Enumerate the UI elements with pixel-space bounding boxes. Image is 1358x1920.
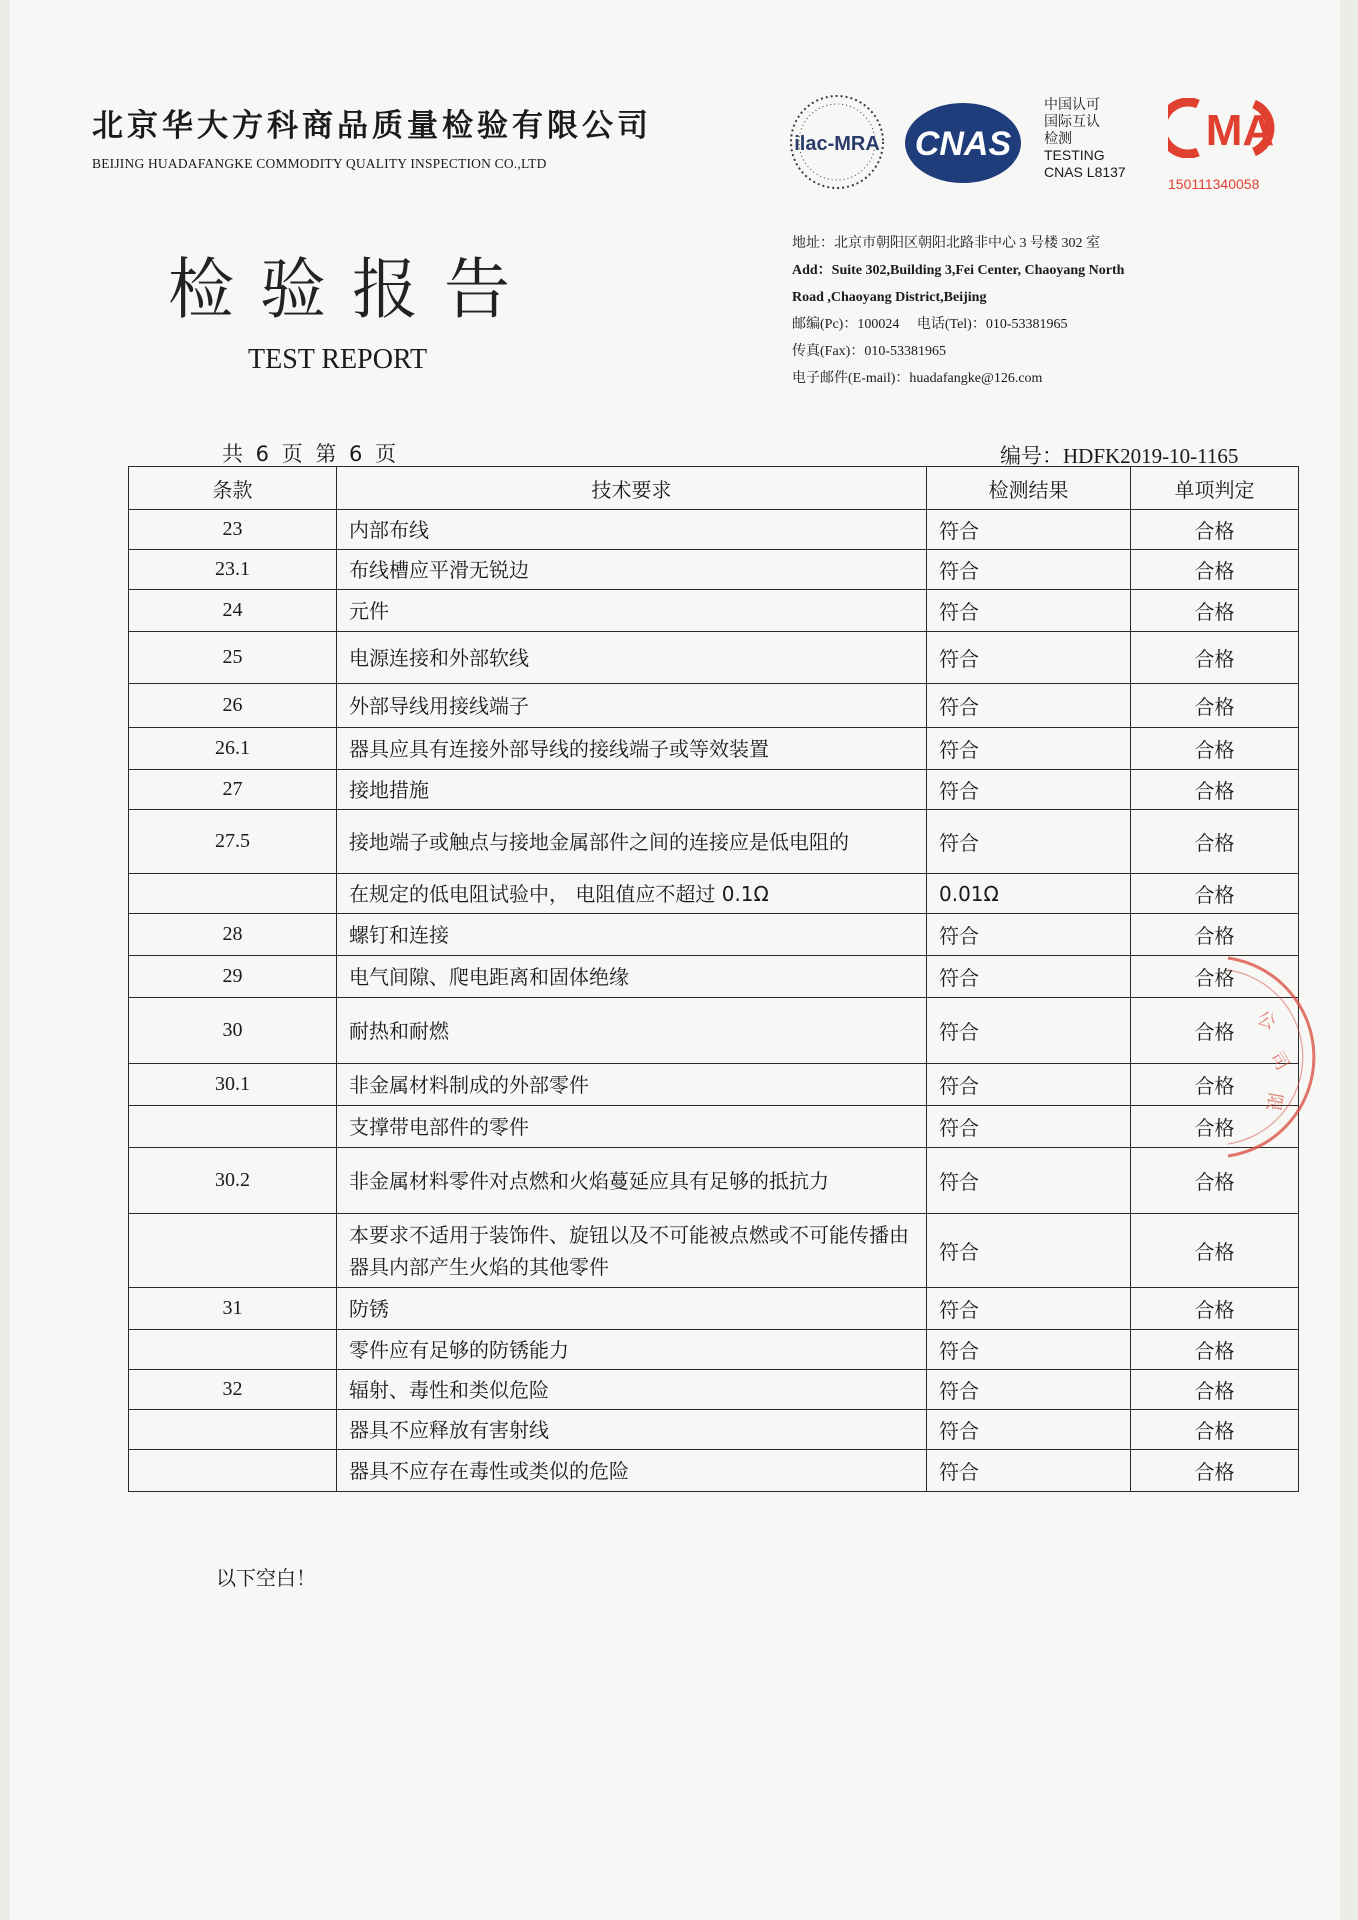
verdict-cell: 合格	[1131, 1330, 1299, 1370]
verdict-cell: 合格	[1131, 770, 1299, 810]
ilac-logo-text: ilac-MRA	[794, 133, 880, 155]
postcode: 邮编(Pc)：100024	[792, 317, 900, 332]
requirement-cell: 电源连接和外部软线	[337, 632, 927, 684]
result-cell: 符合	[927, 510, 1131, 550]
clause-cell	[129, 1410, 337, 1450]
verdict-cell: 合格	[1131, 874, 1299, 914]
table-row	[129, 956, 1299, 998]
requirement-cell: 非金属材料零件对点燃和火焰蔓延应具有足够的抵抗力	[337, 1148, 927, 1214]
verdict-cell: 合格	[1131, 1148, 1299, 1214]
clause-cell: 28	[129, 914, 337, 956]
result-cell: 符合	[927, 632, 1131, 684]
address-cn: 地址：北京市朝阳区朝阳北路非中心 3 号楼 302 室	[792, 236, 1100, 251]
page-info: 共 6 页 第 6 页	[222, 442, 397, 466]
address-en-line1: Add：Suite 302,Building 3,Fei Center, Chaoyang North	[792, 263, 1125, 278]
requirement-cell: 器具不应存在毒性或类似的危险	[337, 1450, 927, 1492]
clause-cell: 32	[129, 1370, 337, 1410]
table-row	[129, 550, 1299, 590]
header-verdict: 单项判定	[1131, 467, 1299, 510]
report-title-en: TEST REPORT	[248, 344, 428, 375]
table-row	[129, 1214, 1299, 1288]
cma-number: 150111340058	[1168, 176, 1260, 192]
requirement-cell: 耐热和耐燃	[337, 998, 927, 1064]
table-row	[129, 1106, 1299, 1148]
result-cell: 符合	[927, 1288, 1131, 1330]
table-row	[129, 1410, 1299, 1450]
result-cell: 符合	[927, 810, 1131, 874]
requirement-cell: 接地措施	[337, 770, 927, 810]
result-cell: 符合	[927, 1370, 1131, 1410]
clause-cell: 30	[129, 998, 337, 1064]
table-row	[129, 1148, 1299, 1214]
requirement-cell: 非金属材料制成的外部零件	[337, 1064, 927, 1106]
verdict-cell: 合格	[1131, 1288, 1299, 1330]
blank-below-note: 以下空白！	[216, 1566, 316, 1590]
verdict-cell: 合格	[1131, 1064, 1299, 1106]
accreditation-text	[1044, 96, 1126, 181]
cert-line: TESTING	[1044, 147, 1105, 163]
table-row	[129, 728, 1299, 770]
verdict-cell: 合格	[1131, 510, 1299, 550]
requirement-cell: 布线槽应平滑无锐边	[337, 550, 927, 590]
requirement-cell: 电气间隙、爬电距离和固体绝缘	[337, 956, 927, 998]
requirement-cell: 器具应具有连接外部导线的接线端子或等效装置	[337, 728, 927, 770]
verdict-cell: 合格	[1131, 550, 1299, 590]
table-row	[129, 1330, 1299, 1370]
clause-cell	[129, 874, 337, 914]
result-cell: 符合	[927, 550, 1131, 590]
header-clause: 条款	[129, 467, 337, 510]
clause-cell	[129, 1330, 337, 1370]
header-requirement: 技术要求	[337, 467, 927, 510]
company-name-en: BEIJING HUADAFANGKE COMMODITY QUALITY INSPECTION CO.,LTD	[92, 156, 547, 171]
verdict-cell: 合格	[1131, 590, 1299, 632]
cma-logo	[1168, 98, 1284, 158]
clause-cell	[129, 1106, 337, 1148]
table-row	[129, 914, 1299, 956]
table-body	[129, 510, 1299, 1492]
verdict-cell: 合格	[1131, 1370, 1299, 1410]
verdict-cell: 合格	[1131, 632, 1299, 684]
clause-cell: 30.1	[129, 1064, 337, 1106]
cert-line: CNAS L8137	[1044, 164, 1126, 180]
cnas-logo-text: CNAS	[914, 125, 1012, 163]
table-row	[129, 684, 1299, 728]
table-row	[129, 1288, 1299, 1330]
result-cell: 符合	[927, 770, 1131, 810]
verdict-cell: 合格	[1131, 684, 1299, 728]
result-cell: 符合	[927, 998, 1131, 1064]
verdict-cell: 合格	[1131, 1214, 1299, 1288]
result-cell: 符合	[927, 728, 1131, 770]
verdict-cell: 合格	[1131, 1410, 1299, 1450]
requirement-cell: 外部导线用接线端子	[337, 684, 927, 728]
result-cell: 符合	[927, 590, 1131, 632]
email: 电子邮件(E-mail)：huadafangke@126.com	[792, 371, 1043, 386]
requirement-cell: 本要求不适用于装饰件、旋钮以及不可能被点燃或不可能传播由器具内部产生火焰的其他零件	[337, 1214, 927, 1288]
phone: 电话(Tel)：010-53381965	[916, 317, 1068, 332]
result-cell: 符合	[927, 956, 1131, 998]
clause-cell: 24	[129, 590, 337, 632]
result-cell: 符合	[927, 1214, 1131, 1288]
clause-cell	[129, 1450, 337, 1492]
clause-cell: 30.2	[129, 1148, 337, 1214]
result-cell: 符合	[927, 1330, 1131, 1370]
report-title-cn: 检验报告	[168, 251, 536, 328]
table-row	[129, 590, 1299, 632]
result-cell: 符合	[927, 914, 1131, 956]
table-row	[129, 632, 1299, 684]
requirement-cell: 在规定的低电阻试验中， 电阻值应不超过 0.1Ω	[337, 874, 927, 914]
requirement-cell: 防锈	[337, 1288, 927, 1330]
requirement-cell: 器具不应释放有害射线	[337, 1410, 927, 1450]
result-cell: 符合	[927, 1450, 1131, 1492]
cnas-logo	[902, 100, 1024, 186]
cert-line: 国际互认	[1044, 113, 1100, 129]
verdict-cell: 合格	[1131, 914, 1299, 956]
clause-cell: 23	[129, 510, 337, 550]
table-row	[129, 1370, 1299, 1410]
clause-cell	[129, 1214, 337, 1288]
requirement-cell: 接地端子或触点与接地金属部件之间的连接应是低电阻的	[337, 810, 927, 874]
table-row	[129, 810, 1299, 874]
requirement-cell: 零件应有足够的防锈能力	[337, 1330, 927, 1370]
report-number-value: HDFK2019-10-1165	[1063, 444, 1239, 468]
fax: 传真(Fax)：010-53381965	[792, 344, 946, 359]
result-cell: 符合	[927, 1106, 1131, 1148]
address-en-line2: Road ,Chaoyang District,Beijing	[792, 290, 987, 305]
result-cell: 符合	[927, 1410, 1131, 1450]
svg-text:限: 限	[1261, 1091, 1286, 1113]
requirement-cell: 支撑带电部件的零件	[337, 1106, 927, 1148]
result-cell: 符合	[927, 1148, 1131, 1214]
verdict-cell: 合格	[1131, 998, 1299, 1064]
clause-cell: 25	[129, 632, 337, 684]
svg-text:公: 公	[1253, 1007, 1280, 1035]
table-row	[129, 874, 1299, 914]
official-seal	[1198, 952, 1318, 1162]
clause-cell: 27.5	[129, 810, 337, 874]
clause-cell: 29	[129, 956, 337, 998]
table-row	[129, 998, 1299, 1064]
svg-text:司: 司	[1265, 1048, 1293, 1075]
requirement-cell: 辐射、毒性和类似危险	[337, 1370, 927, 1410]
table-row	[129, 770, 1299, 810]
result-cell: 符合	[927, 1064, 1131, 1106]
result-cell: 符合	[927, 684, 1131, 728]
table-row	[129, 1064, 1299, 1106]
requirement-cell: 螺钉和连接	[337, 914, 927, 956]
verdict-cell: 合格	[1131, 728, 1299, 770]
result-cell: 0.01Ω	[927, 874, 1131, 914]
company-name-cn: 北京华大方科商品质量检验有限公司	[92, 108, 652, 144]
report-number-label: 编号：	[1000, 444, 1063, 468]
verdict-cell: 合格	[1131, 956, 1299, 998]
header-result: 检测结果	[927, 467, 1131, 510]
cma-logo-text: MA	[1205, 106, 1275, 155]
test-results-table	[128, 466, 1299, 1492]
cert-line: 检测	[1044, 130, 1072, 146]
table-row	[129, 1450, 1299, 1492]
clause-cell: 26.1	[129, 728, 337, 770]
verdict-cell: 合格	[1131, 1106, 1299, 1148]
cert-line: 中国认可	[1044, 96, 1100, 112]
contact-block	[792, 230, 1124, 392]
clause-cell: 31	[129, 1288, 337, 1330]
clause-cell: 26	[129, 684, 337, 728]
requirement-cell: 元件	[337, 590, 927, 632]
ilac-mra-logo	[784, 92, 890, 192]
verdict-cell: 合格	[1131, 1450, 1299, 1492]
clause-cell: 27	[129, 770, 337, 810]
table-header-row	[129, 467, 1299, 510]
verdict-cell: 合格	[1131, 810, 1299, 874]
requirement-cell: 内部布线	[337, 510, 927, 550]
clause-cell: 23.1	[129, 550, 337, 590]
table-row	[129, 510, 1299, 550]
